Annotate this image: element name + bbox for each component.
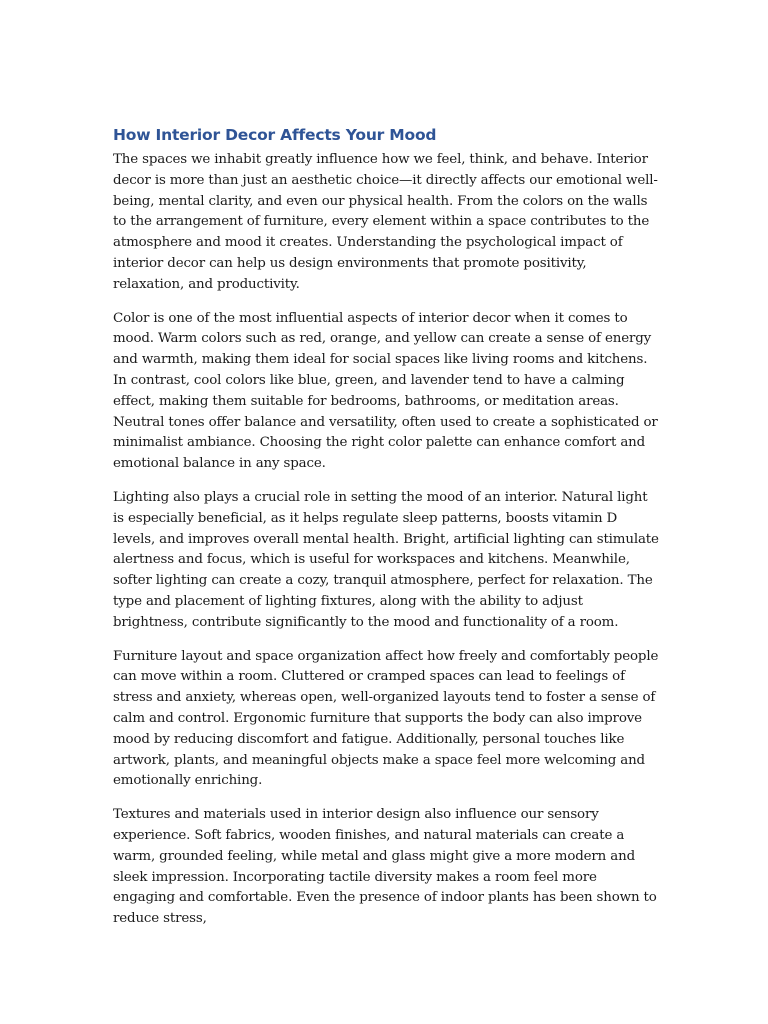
paragraph-furniture: Furniture layout and space organization affect how freely and comfortably people can move within a room. Cluttered or cramped spaces can lead to feelings of stress and anxiety, whereas open, well-organized layouts tend to foster a sense of calm and control. Ergonomic furniture that supports the body can also improve mood by reducing discomfort and fatigue. Additionally, personal touches like artwork, plants, and meaningful objects make a space feel more welcoming and emotionally enriching. <box>113 648 659 789</box>
paragraph-textures: Textures and materials used in interior design also influence our sensory experience. Soft fabrics, wooden finishes, and natural materials can create a warm, grounded feeling, while metal and glass might give a more modern and sleek impression. Incorporating tactile diversity makes a room feel more engaging and comfortable. Even the presence of indoor plants has been shown to reduce stress, <box>113 807 657 927</box>
paragraph-intro: The spaces we inhabit greatly influence how we feel, think, and behave. Interior decor is more than just an aesthetic choice—it directly affects our emotional well-being, mental clarity, and even our physical health. From the colors on the walls to the arrangement of furniture, every element within a space contributes to the atmosphere and mood it creates. Understanding the psychological impact of interior decor can help us design environments that promote positivity, relaxation, and productivity. <box>113 152 658 292</box>
paragraph-color: Color is one of the most influential aspects of interior decor when it comes to mood. Warm colors such as red, orange, and yellow can create a sense of energy and warmth, making them ideal for social spaces like living rooms and kitchens. In contrast, cool colors like blue, green, and lavender tend to have a calming effect, making them suitable for bedrooms, bathrooms, or meditation areas. Neutral tones offer balance and versatility, often used to create a sophisticated or minimalist ambiance. Choosing the right color palette can enhance comfort and emotional balance in any space. <box>113 310 658 472</box>
paragraph-lighting: Lighting also plays a crucial role in setting the mood of an interior. Natural light is especially beneficial, as it helps regulate sleep patterns, boosts vitamin D levels, and improves overall mental health. Bright, artificial lighting can stimulate alertness and focus, which is useful for workspaces and kitchens. Meanwhile, softer lighting can create a cozy, tranquil atmosphere, perfect for relaxation. The type and placement of lighting fixtures, along with the ability to adjust brightness, contribute significantly to the mood and functionality of a room. <box>113 489 659 630</box>
document-body <box>113 124 661 943</box>
document-title: How Interior Decor Affects Your Mood <box>113 126 437 144</box>
